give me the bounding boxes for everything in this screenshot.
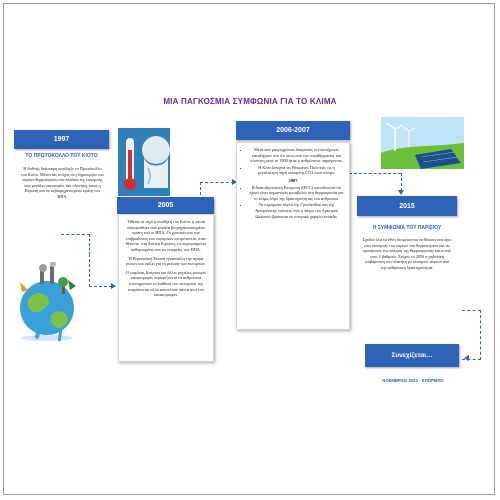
arrow-to-cta <box>464 355 469 361</box>
page-title: ΜΙΑ ΠΑΓΚΟΣΜΙΑ ΣΥΜΦΩΝΙΑ ΓΙΑ ΤΟ ΚΛΙΜΑ <box>163 97 337 106</box>
connector-1997-down <box>61 234 90 255</box>
text-2005-katrina: Ο τυφώνας Κατρίνα και άλλες μεγάλες φυσικές καταστροφές περιορίζονται τα ανθρώπινα επιστημονικά τη διάθεση των εκπομπών της επιτρέπονται αλλά αποτελούν πάντα αντί των καταστροφών. <box>126 269 206 298</box>
arrow-to-2015 <box>398 190 404 195</box>
list-item: • Μετά από μακροχρόνιες διαφωνίες οι επιστήμονες καταλήγουν στο ότι πίσω από την υπερθέρμανση του πλανήτη μετά το 1900 ήταν ο ανθρώπινος παράγοντας. <box>249 147 344 164</box>
subtitle-kyoto-protocol: ΤΟ ΠΡΩΤΟΚΟΛΛΟ ΤΟΥ ΚΙΟΤΟ <box>25 153 98 159</box>
list-item: • Η Διακυβερνητική Επιτροπή (IPCC) προειδοποιεί ότι έχουν γίνει σημαντικές μεταβολές στη θερμοκρασία και το κλίμα λόγω της δραστηριότητας του ανθρώπου. <box>249 185 344 202</box>
header-2015: 2015 <box>357 196 457 216</box>
date-author-footnote: ΝΟΕΜΒΡΙΟΣ 2021 - ΚΠΟΡΜΠΟ <box>382 378 444 383</box>
subtitle-paris-agreement: Η ΣΥΜΦΩΝΙΑ ΤΟΥ ΠΑΡΙΣΙΟΥ <box>372 225 442 231</box>
connector-2015-to-cta <box>462 310 481 360</box>
list-item: • Τα στρώματα πάγου της Γροιλανδίας και της Ανταρκτικής λιώνουν, ενώ ο πάγος του Αρκτικού Ωκεανού βρίσκεται σε ιστορικά χαμηλά επίπεδα. <box>249 202 344 219</box>
card-2005 <box>118 214 214 362</box>
continue-button[interactable]: Συνεχίζεται… <box>365 344 459 367</box>
renewable-energy-image <box>381 117 464 169</box>
card-2015 <box>357 233 457 310</box>
year-2007-label: 2007 <box>288 177 298 183</box>
text-2005-eu: Η Ευρωπαϊκή Ένωση εγκαινιάζει την αγορά ρύπων και ορίζει για τη μείωση των εκπομπών. <box>126 255 206 267</box>
thermometer-melting-earth-image <box>118 128 170 196</box>
text-1997: Η διεθνής διάσκεψη κατέληξε το Πρωτόκολλο του Κιότο. Μένοντας στόχος στη δημιουργία των αερίων θερμοκηπίου στα πλαίσια της εκπομπής από μεγάλες οικονομίες του πλανήτη, όπως η Ευρώπη και τα εκβιομηχανισμένα κράτη των ΗΠΑ. <box>20 166 105 199</box>
list-2006 <box>242 147 344 176</box>
text-2005-kyoto: Τίθεται σε ισχύ η συνθήκη του Κιότο, η οποία επικυρώθηκε από μεγάλα βιομηχανοποιημένα κράτη ενώ οι ΗΠΑ. Οι χρονικές και την επιβραδύνση των εκπομπών επιτρέπονται, όταν θέτουνε, στη Δυτική Ευρώπη, τις περιορισμένες καθορισμένες και τις εταιρείες των ΗΠΑ. <box>125 219 207 252</box>
header-2006-2007: 2006-2007 <box>236 121 350 140</box>
earth-illustration <box>10 262 85 342</box>
header-2005: 2005 <box>117 197 214 214</box>
card-2006-2007 <box>236 142 350 330</box>
connector-2006-to-2015 <box>349 173 401 175</box>
arrow-to-2005 <box>111 283 116 289</box>
header-1997: 1997 <box>14 130 109 149</box>
connector-down-to-2015 <box>401 173 403 191</box>
list-2007 <box>242 185 344 220</box>
list-item: • Η Κίνα ξεπερνά τις Ηνωμένες Πολιτείες ως η μεγαλύτερη πηγή εκπομπής CO2 στον κόσμο. <box>249 165 344 176</box>
card-1997 <box>15 162 110 234</box>
text-2015: Σχεδόν όλα τα έθνη δεσμεύονται να θέσουν ένα όριο στις εκπομπές των αερίων του θερμοκηπίου και να κρατήσουν την αύξηση της θερμοκρασίας κάτω από τους 2 βαθμούς. Στόχος το 2050 η μηδενική επιβάρυνση του πλανήτη με εκπομπές αερίων από την ανθρώπινη δραστηριότητα. <box>362 237 452 270</box>
connector-to-2005 <box>89 254 112 287</box>
